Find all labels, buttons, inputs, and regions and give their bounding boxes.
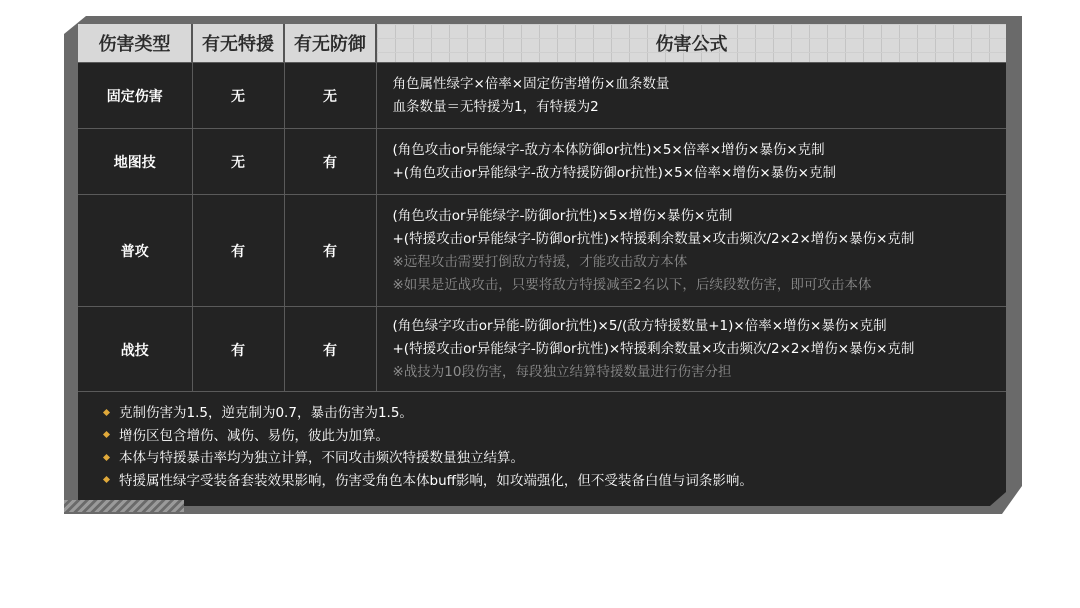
- formula-line: (角色绿字攻击or异能-防御or抗性)×5/(敌方特援数量+1)×倍率×增伤×暴伤×克制: [392, 318, 887, 334]
- formula-note: ※远程攻击需要打倒敌方特援，才能攻击敌方本体: [392, 253, 688, 270]
- diamond-bullet-icon: [103, 431, 110, 438]
- header-formula: 伤害公式: [376, 24, 1006, 63]
- footer-note-text: 本体与特援暴击率均为独立计算，不同攻击频次特援数量独立结算。: [119, 450, 524, 466]
- footer-note-item: [100, 425, 990, 448]
- formula-line: (角色攻击or异能绿字-防御or抗性)×5×增伤×暴伤×克制: [392, 207, 733, 224]
- cell-damage-type: 战技: [78, 307, 192, 393]
- footer-note-text: 增伤区包含增伤、减伤、易伤，彼此为加算。: [119, 427, 389, 444]
- footer-note-item: [100, 402, 990, 425]
- formula-line: +(特援攻击or异能绿字-防御or抗性)×特援剩余数量×攻击频次/2×2×增伤×暴伤×克制: [392, 230, 915, 247]
- cell-support: 有: [192, 307, 284, 393]
- cell-damage-type: 普攻: [78, 195, 192, 307]
- footer-note-item: [100, 447, 990, 470]
- diamond-bullet-icon: [103, 476, 110, 483]
- footer-note-item: [100, 470, 990, 493]
- formula-note: ※如果是近战攻击，只要将敌方特援减至2名以下，后续段数伤害，即可攻击本体: [392, 276, 872, 293]
- cell-defense: 无: [284, 63, 376, 129]
- cell-defense: 有: [284, 129, 376, 195]
- cell-damage-type: 地图技: [78, 129, 192, 195]
- diamond-bullet-icon: [103, 453, 110, 460]
- table-row: [78, 63, 1006, 129]
- cell-formula: [376, 307, 1006, 393]
- formula-line: 角色属性绿字×倍率×固定伤害增伤×血条数量: [392, 75, 670, 92]
- cell-defense: 有: [284, 195, 376, 307]
- cell-support: 无: [192, 129, 284, 195]
- cell-damage-type: 固定伤害: [78, 63, 192, 129]
- footer-note-text: 克制伤害为1.5，逆克制为0.7，暴击伤害为1.5。: [119, 405, 413, 421]
- diamond-bullet-icon: [103, 408, 110, 415]
- table-row: [78, 307, 1006, 393]
- header-support: 有无特援: [192, 24, 284, 63]
- header-defense: 有无防御: [284, 24, 376, 63]
- cell-formula: [376, 129, 1006, 195]
- table-row: [78, 195, 1006, 307]
- cell-formula: [376, 195, 1006, 307]
- damage-formula-table: [78, 24, 1006, 392]
- cell-formula: [376, 63, 1006, 129]
- footer-divider: [78, 391, 1006, 392]
- cell-defense: 有: [284, 307, 376, 393]
- formula-note: ※战技为10段伤害，每段独立结算特援数量进行伤害分担: [392, 364, 732, 380]
- formula-line: +(角色攻击or异能绿字-敌方特援防御or抗性)×5×倍率×增伤×暴伤×克制: [392, 164, 836, 181]
- formula-line: 血条数量＝无特援为1，有特援为2: [392, 98, 599, 115]
- footer-notes: [100, 402, 990, 492]
- header-damage-type: 伤害类型: [78, 24, 192, 63]
- table-header-row: [78, 24, 1006, 63]
- footer-note-text: 特援属性绿字受装备套装效果影响，伤害受角色本体buff影响，如攻端强化，但不受装备白值与词条影响。: [119, 472, 753, 489]
- table-row: [78, 129, 1006, 195]
- formula-line: (角色攻击or异能绿字-敌方本体防御or抗性)×5×倍率×增伤×暴伤×克制: [392, 141, 825, 158]
- cell-support: 无: [192, 63, 284, 129]
- cell-support: 有: [192, 195, 284, 307]
- decorative-stripe: [64, 500, 184, 512]
- formula-line: +(特援攻击or异能绿字-防御or抗性)×特援剩余数量×攻击频次/2×2×增伤×暴伤×克制: [392, 341, 915, 357]
